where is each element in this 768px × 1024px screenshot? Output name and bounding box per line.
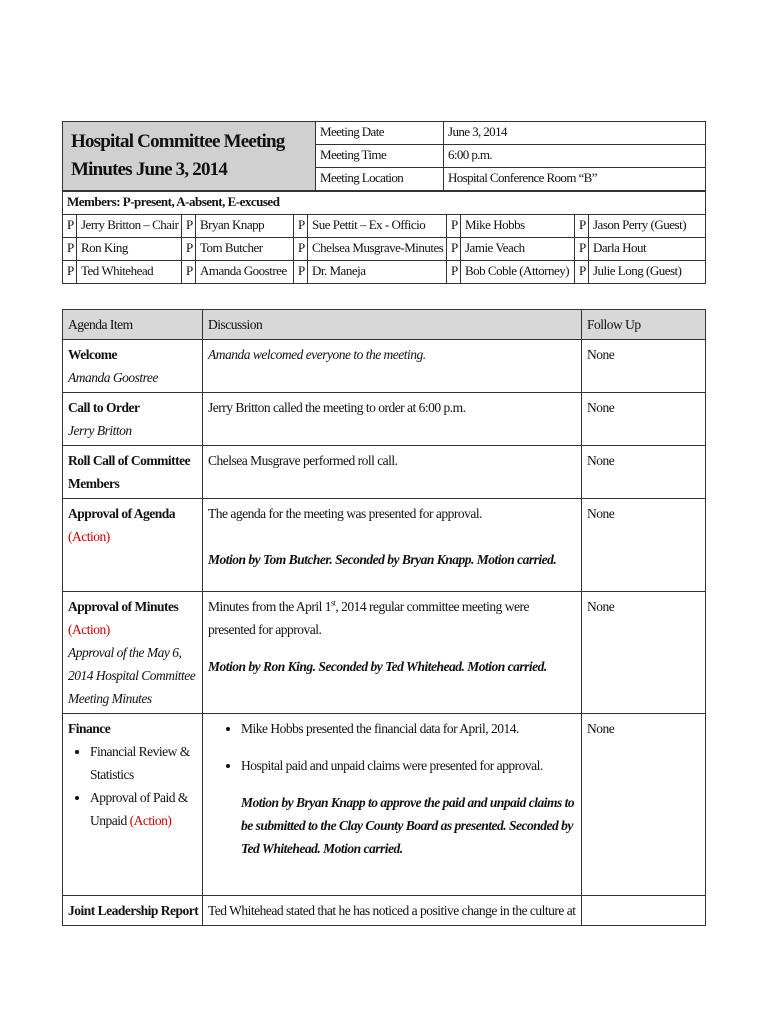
agenda-row-welcome xyxy=(63,340,706,393)
agenda-item-presenter: Amanda Goostree xyxy=(68,370,158,385)
member-name: Sue Pettit – Ex - Officio xyxy=(308,215,447,238)
action-label: (Action) xyxy=(68,529,110,544)
agenda-row-approval-of-minutes xyxy=(63,592,706,714)
discussion-text: Amanda welcomed everyone to the meeting. xyxy=(203,340,582,393)
members-table xyxy=(62,191,706,284)
agenda-table xyxy=(62,309,706,926)
attendance-status: P xyxy=(63,215,77,238)
member-name: Chelsea Musgrave-Minutes xyxy=(308,238,447,261)
members-heading: Members: P-present, A-absent, E-excused xyxy=(63,192,706,215)
motion-text: Motion by Tom Butcher. Seconded by Bryan Knapp. Motion carried. xyxy=(208,552,557,567)
action-label: (Action) xyxy=(68,622,110,637)
member-name: Tom Butcher xyxy=(196,238,294,261)
meeting-header-table xyxy=(62,121,706,191)
discussion-text: Jerry Britton called the meeting to order at 6:00 p.m. xyxy=(203,393,582,446)
member-name: Darla Hout xyxy=(589,238,706,261)
finance-subitems xyxy=(68,740,197,832)
member-name: Ted Whitehead xyxy=(77,261,182,284)
finance-subitem xyxy=(90,786,197,832)
column-header-discussion: Discussion xyxy=(203,310,582,340)
agenda-item-title: Approval of Minutes xyxy=(68,599,179,614)
column-header-agenda-item: Agenda Item xyxy=(63,310,203,340)
title-line-1: Hospital Committee Meeting xyxy=(71,131,285,152)
document-page xyxy=(62,121,705,926)
agenda-item-note: Approval of the May 6, 2014 Hospital Committee Meeting Minutes xyxy=(68,645,196,706)
discussion-bullet: • Hospital paid and unpaid claims were presented for approval. xyxy=(241,754,576,777)
attendance-status: P xyxy=(447,261,461,284)
discussion-bullet: • Mike Hobbs presented the financial data for April, 2014. xyxy=(241,717,576,740)
discussion-text-part: Minutes from the April 1 xyxy=(208,599,331,614)
ordinal-suffix: st xyxy=(331,598,336,608)
action-label: (Action) xyxy=(129,813,172,828)
agenda-item-title: Approval of Agenda xyxy=(68,506,176,521)
discussion-text: Chelsea Musgrave performed roll call. xyxy=(203,446,582,499)
agenda-item-presenter: Jerry Britton xyxy=(68,423,132,438)
meta-value: Hospital Conference Room “B” xyxy=(444,168,706,191)
agenda-row-call-to-order xyxy=(63,393,706,446)
follow-up-text xyxy=(582,896,706,926)
attendance-status: P xyxy=(447,215,461,238)
finance-subitem: • Financial Review & Statistics xyxy=(90,740,197,786)
discussion-text-part: , 2014 regular committee meeting were presented for approval. xyxy=(208,599,530,637)
agenda-row-finance xyxy=(63,714,706,896)
follow-up-text: None xyxy=(582,592,706,714)
column-header-follow-up: Follow Up xyxy=(582,310,706,340)
follow-up-text: None xyxy=(582,340,706,393)
finance-discussion-list xyxy=(208,717,576,777)
agenda-row-roll-call xyxy=(63,446,706,499)
finance-subitem-label: Approval of Paid & Unpaid xyxy=(90,790,188,828)
attendance-status: P xyxy=(575,261,589,284)
agenda-item-title: Roll Call of Committee Members xyxy=(63,446,203,499)
member-row xyxy=(63,261,706,284)
discussion-text: The agenda for the meeting was presented for approval. xyxy=(208,506,483,521)
agenda-item-title: Finance xyxy=(68,721,111,736)
member-name: Jamie Veach xyxy=(461,238,575,261)
attendance-status: P xyxy=(63,261,77,284)
meta-label: Meeting Location xyxy=(316,168,444,191)
member-name: Jason Perry (Guest) xyxy=(589,215,706,238)
member-name: Dr. Maneja xyxy=(308,261,447,284)
motion-text: Motion by Bryan Knapp to approve the paid and unpaid claims to be submitted to the Clay County Board as presented. Seconded by Ted Whitehead. Motion carried. xyxy=(241,795,575,856)
attendance-status: P xyxy=(182,261,196,284)
attendance-status: P xyxy=(294,215,308,238)
attendance-status: P xyxy=(575,215,589,238)
follow-up-text: None xyxy=(582,393,706,446)
attendance-status: P xyxy=(575,238,589,261)
follow-up-text: None xyxy=(582,499,706,592)
member-name: Bob Coble (Attorney) xyxy=(461,261,575,284)
meta-label: Meeting Date xyxy=(316,122,444,145)
attendance-status: P xyxy=(63,238,77,261)
attendance-status: P xyxy=(447,238,461,261)
member-name: Ron King xyxy=(77,238,182,261)
member-name: Bryan Knapp xyxy=(196,215,294,238)
attendance-status: P xyxy=(182,238,196,261)
agenda-row-joint-leadership xyxy=(63,896,706,926)
member-name: Jerry Britton – Chair xyxy=(77,215,182,238)
agenda-item-title: Call to Order xyxy=(68,400,140,415)
meta-value: June 3, 2014 xyxy=(444,122,706,145)
agenda-item-title: Welcome xyxy=(68,347,117,362)
member-name: Julie Long (Guest) xyxy=(589,261,706,284)
meeting-title xyxy=(63,122,316,191)
member-name: Amanda Goostree xyxy=(196,261,294,284)
member-row xyxy=(63,238,706,261)
attendance-status: P xyxy=(294,238,308,261)
meta-value: 6:00 p.m. xyxy=(444,145,706,168)
motion-text: Motion by Ron King. Seconded by Ted Whitehead. Motion carried. xyxy=(208,659,547,674)
discussion-text xyxy=(208,595,576,641)
follow-up-text: None xyxy=(582,446,706,499)
follow-up-text: None xyxy=(582,714,706,896)
agenda-item-title: Joint Leadership Report xyxy=(63,896,203,926)
meta-label: Meeting Time xyxy=(316,145,444,168)
agenda-row-approval-of-agenda xyxy=(63,499,706,592)
title-line-2: Minutes June 3, 2014 xyxy=(71,159,228,180)
attendance-status: P xyxy=(182,215,196,238)
discussion-text: Ted Whitehead stated that he has noticed a positive change in the culture at xyxy=(203,896,582,926)
attendance-status: P xyxy=(294,261,308,284)
member-name: Mike Hobbs xyxy=(461,215,575,238)
member-row xyxy=(63,215,706,238)
